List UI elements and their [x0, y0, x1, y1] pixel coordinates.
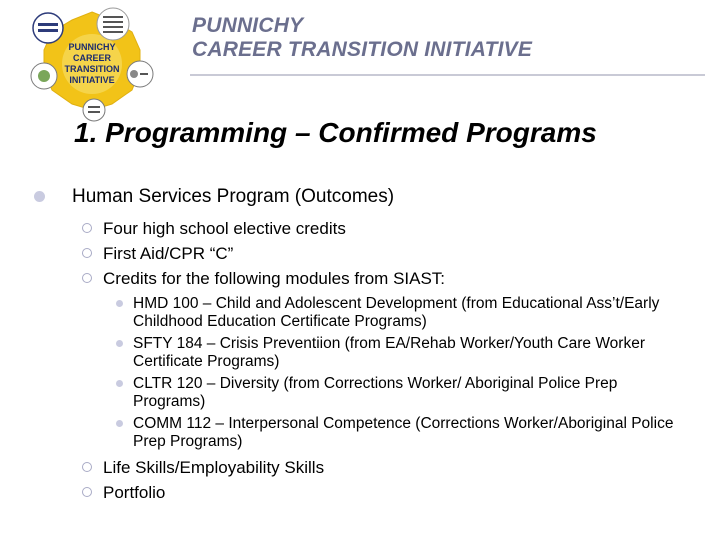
header-title-line-1: PUNNICHY — [192, 14, 304, 37]
module-item — [34, 295, 714, 331]
filled-bullet-icon — [116, 380, 123, 387]
heading-text: Human Services Program (Outcomes) — [72, 186, 395, 207]
module-item — [34, 415, 714, 451]
list-item-text: Life Skills/Employability Skills — [103, 458, 325, 477]
list-item — [34, 480, 714, 505]
slide-content — [34, 184, 714, 505]
filled-bullet-icon — [116, 340, 123, 347]
slide-title: 1. Programming – Confirmed Programs — [74, 117, 597, 148]
list-item — [34, 241, 714, 266]
list-item — [34, 455, 714, 480]
list-item — [34, 266, 714, 291]
list-item-text: Credits for the following modules from SIAST: — [103, 269, 446, 288]
initiative-logo — [28, 6, 156, 122]
bullet-heading — [34, 184, 714, 210]
filled-bullet-icon — [116, 420, 123, 427]
header-divider — [190, 74, 705, 76]
module-text: HMD 100 – Child and Adolescent Development (from Educational Ass’t/Early Childhood Education Certificate Programs) — [133, 295, 660, 330]
filled-bullet-icon — [116, 300, 123, 307]
module-item — [34, 375, 714, 411]
module-text: SFTY 184 – Crisis Preventiion (from EA/Rehab Worker/Youth Care Worker Certificate Programs) — [133, 335, 645, 370]
logo-line-1: PUNNICHY — [68, 42, 116, 52]
hollow-bullet-icon — [82, 487, 92, 497]
module-text: COMM 112 – Interpersonal Competence (Corrections Worker/Aboriginal Police Prep Programs) — [133, 415, 674, 450]
module-text: CLTR 120 – Diversity (from Corrections Worker/ Aboriginal Police Prep Programs) — [133, 375, 618, 410]
hollow-bullet-icon — [82, 462, 92, 472]
filled-bullet-icon — [34, 191, 45, 202]
hollow-bullet-icon — [82, 223, 92, 233]
hollow-bullet-icon — [82, 248, 92, 258]
list-item-text: Four high school elective credits — [103, 219, 346, 238]
list-item-text: Portfolio — [103, 483, 166, 502]
hollow-bullet-icon — [82, 273, 92, 283]
header-title — [192, 14, 532, 62]
module-item — [34, 335, 714, 371]
logo-line-4: INITIATIVE — [69, 75, 115, 85]
header-title-line-2: CAREER TRANSITION INITIATIVE — [192, 38, 533, 61]
list-item-text: First Aid/CPR “C” — [103, 244, 234, 263]
logo-line-3: TRANSITION — [64, 64, 120, 74]
list-item — [34, 216, 714, 241]
logo-line-2: CAREER — [72, 53, 112, 63]
